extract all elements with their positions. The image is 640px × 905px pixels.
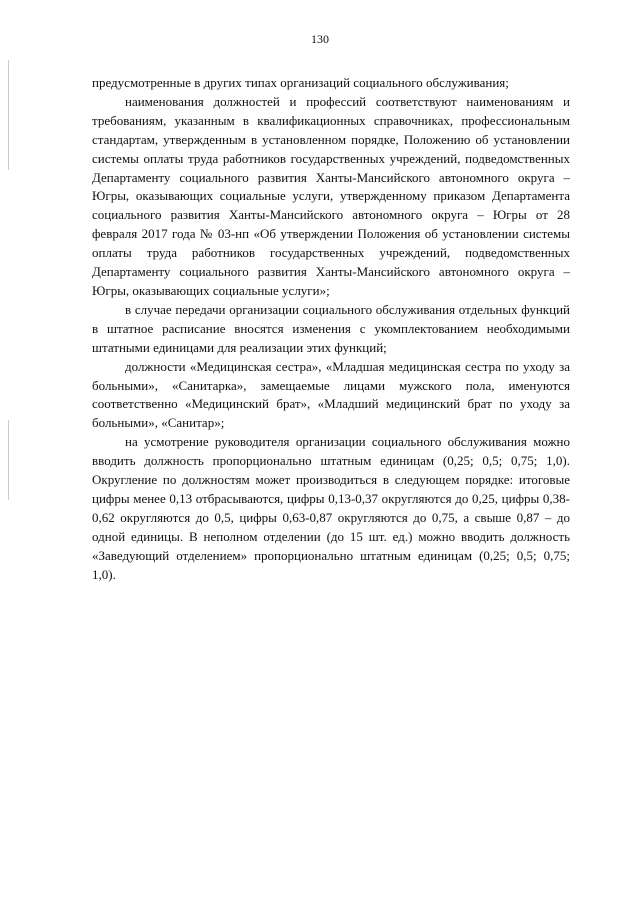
page-number: 130 [311, 32, 329, 46]
paragraph-rounding-rules: на усмотрение руководителя организации социального обслуживания можно вводить должность пропорционально штатным единицам (0,25; 0,5; 0,75; 1,0). Округление по должностям может производиться в следующем порядке: итоговые цифры менее 0,13 отбрасываются, цифры 0,13-0,37 округляются до 0,25, цифры 0,38-0,62 округляются до 0,5, цифры 0,63-0,87 округляются до 0,75, а свыше 0,87 – до одной единицы. В неполном отделении (до 15 шт. ед.) можно вводить должность «Заведующий отделением» пропорционально штатным единицам (0,25; 0,5; 0,75; 1,0). [92, 434, 570, 582]
document-body [92, 74, 570, 584]
paragraph-male-titles: должности «Медицинская сестра», «Младшая медицинская сестра по уходу за больными», «Санитарка», замещаемые лицами мужского пола, именуются соответственно «Медицинский брат», «Младший медицинский брат по уходу за больными», «Санитар»; [92, 358, 570, 431]
paragraph-position-names: наименования должностей и профессий соответствуют наименованиям и требованиям, указанным в квалификационных справочниках, профессиональным стандартам, утвержденным в установленном порядке, Положению об установлении системы оплаты труда работников государственных учреждений, подведомственных Департаменту социального развития Ханты-Мансийского автономного округа – Югры, оказывающих социальные услуги, утвержденному приказом Департамента социального развития Ханты-Мансийского автономного округа – Югры от 28 февраля 2017 года № 03-нп «Об утверждении Положения об установлении системы оплаты труда работников государственных учреждений, подведомственных Департаменту социального развития Ханты-Мансийского автономного округа – Югры, оказывающих социальные услуги»; [92, 93, 570, 298]
scan-edge-mark [8, 420, 9, 500]
scan-edge-mark [8, 60, 9, 170]
paragraph-continuation: предусмотренные в других типах организаций социального обслуживания; [92, 75, 509, 90]
paragraph-function-transfer: в случае передачи организации социального обслуживания отдельных функций в штатное расписание вносятся изменения с укомплектованием необходимыми штатными единицами для реализации этих функций; [92, 301, 570, 355]
